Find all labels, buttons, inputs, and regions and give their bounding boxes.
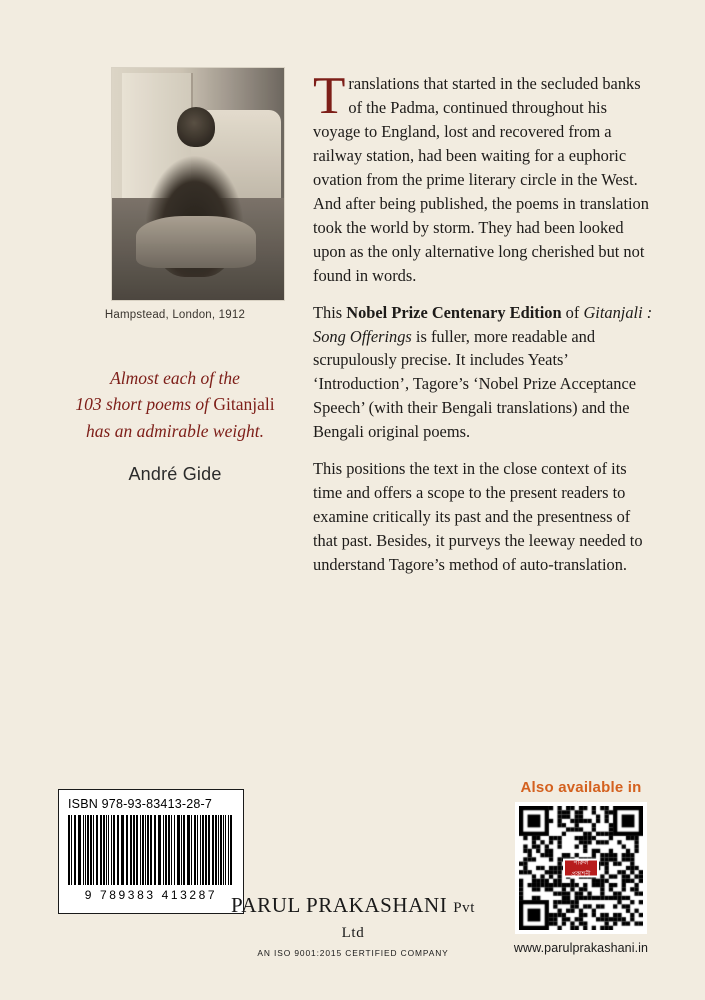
left-column [60, 68, 290, 485]
paragraph-three: This positions the text in the close context of its time and offers a scope to the present readers to examine critically its past and the presentness of that past. Besides, it purveys the leeway needed to understand Tagore’s method of auto-translation. [313, 459, 643, 575]
publisher-name-suffix: Pvt Ltd [341, 900, 475, 941]
paragraph-two [313, 301, 653, 445]
isbn-text: ISBN 978-93-83413-28-7 [68, 797, 213, 811]
photo-caption: Hampstead, London, 1912 [104, 309, 246, 321]
also-available-block [505, 779, 657, 955]
paragraph-one-text: ranslations that started in the secluded banks of the Padma, continued throughout his voyage to England, lost and recovered from a railway station, had been waiting for a euphoric ovation from the prime literary circle in the West. And after being published, the poems in translation took the world by storm. They had been looked upon as the only alternative long cherished but not found in words. [313, 74, 649, 285]
blurb-line-2b: Gitanjali [213, 394, 275, 415]
barcode-digits: 9 789383 413287 [84, 888, 218, 902]
paragraph-one [313, 67, 653, 288]
blurb-line-1: Almost each of the [110, 368, 240, 388]
barcode-bars [68, 815, 234, 885]
also-available-title: Also available in [520, 779, 642, 796]
barcode-block [58, 789, 244, 914]
paragraph-two-of: of [561, 302, 584, 322]
website-url: www.parulprakashani.in [513, 941, 649, 955]
paragraph-two-lead: This [313, 302, 347, 322]
publisher-name [218, 893, 488, 943]
blurb-line-2a: 103 short poems of [75, 394, 210, 415]
iso-certification-text: AN ISO 9001:2015 CERTIFIED COMPANY [257, 948, 449, 958]
publisher-block [218, 893, 488, 958]
book-title: Gitanjali : Song Offerings [313, 302, 653, 346]
blurb-line-3: has an admirable weight. [86, 420, 264, 441]
paragraph-two-rest: is fuller, more readable and scrupulously precise. It includes Yeats’ ‘Introduction’, Tagore’s ‘Nobel Prize Acceptance Speech’ (with their Bengali translations) and the Bengali original poems. [313, 326, 637, 442]
qr-logo-label: পারুল প্রকাশনী [565, 861, 597, 876]
blurb-attribution: André Gide [128, 463, 222, 484]
description-column [313, 67, 653, 590]
review-blurb [60, 365, 290, 444]
qr-center-logo [563, 859, 599, 878]
drop-cap: T [313, 67, 346, 125]
edition-name: Nobel Prize Centenary Edition [346, 302, 562, 322]
tagore-photograph [112, 68, 284, 300]
photograph-image [112, 68, 284, 300]
qr-code[interactable] [515, 802, 647, 934]
publisher-name-main: PARUL PRAKASHANI [230, 893, 448, 917]
